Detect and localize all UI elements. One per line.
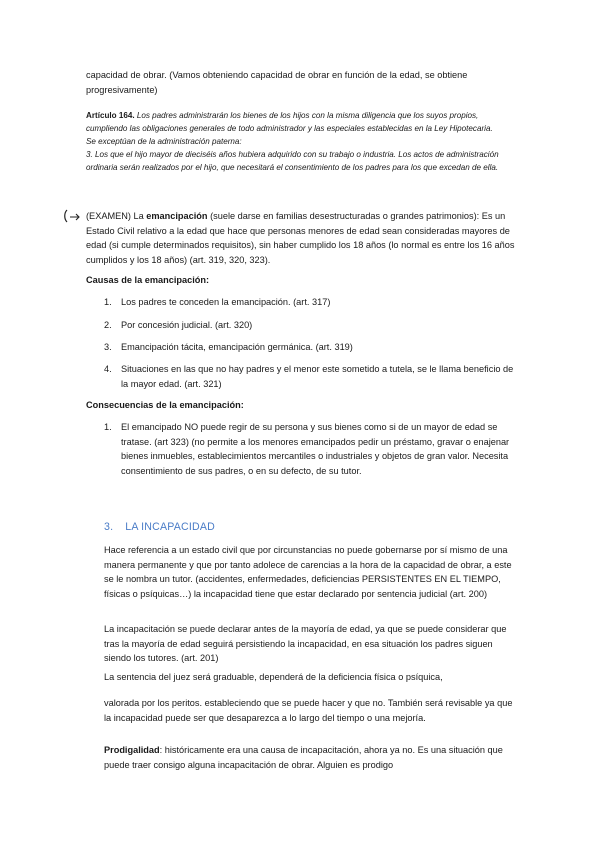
list-number: 3. — [104, 342, 112, 352]
emancipacion-prefix: (EXAMEN) La — [86, 211, 147, 221]
list-text: Situaciones en las que no hay padres y el menor este sometido a tutela, se le llama beneficio de la mayor edad. (art. 321) — [121, 364, 514, 389]
incapacidad-paragraph-4: valorada por los peritos. estableciendo que se puede hacer y que no. También será revisable ya que la incapacidad puede ser que desaparezca a lo largo del tiempo o una mejoría. — [104, 698, 513, 723]
list-item — [104, 295, 518, 310]
article-text-3: 3. Los que el hijo mayor de dieciséis años hubiera adquirido con su trabajo o industria. Los actos de administración ordinaria serán realizados por el hijo, que necesitará el consentimiento de los padres para los que excedan de ella. — [86, 150, 499, 172]
emancipacion-body: (suele darse en familias desestructuradas o grandes patrimonios): Es un Estado Civil relativo a la edad que hace que personas menores de edad sean consideradas mayores de edad (si cumple determinados requisitos), sin haber cumplido los 18 años (lo normal es entre los 16 años cumplidos y los 18 años) (art. 319, 320, 323). — [86, 211, 515, 265]
list-item — [104, 318, 518, 333]
section-title: LA INCAPACIDAD — [125, 521, 215, 533]
list-item — [104, 362, 518, 391]
list-text: El emancipado NO puede regir de su persona y sus bienes como si de un mayor de edad se tratase. (art 323) (no permite a los menores emancipados pedir un préstamo, gravar o enajenar bienes inmuebles, establecimientos mercantiles o industriales y objetos de gran valor. Necesita consentimiento de sus padres, o en su defecto, de su tutor. — [121, 422, 510, 476]
list-number: 1. — [104, 297, 112, 307]
section-heading — [104, 521, 215, 533]
prodigalidad-term: Prodigalidad — [104, 745, 160, 755]
list-item — [104, 420, 518, 478]
list-text: Los padres te conceden la emancipación. (art. 317) — [121, 297, 331, 307]
list-number: 4. — [104, 364, 112, 374]
incapacidad-paragraph-2: La incapacitación se puede declarar antes de la mayoría de edad, ya que se puede considerar que tras la mayoría de edad seguirá persistiendo la incapacidad, en esa situación los padres siguen siendo los tutores. (art. 201) — [104, 624, 507, 664]
emancipacion-term: emancipación — [146, 211, 208, 221]
handwritten-arrow-mark — [63, 208, 83, 224]
article-label: Artículo 164. — [86, 111, 135, 120]
list-text: Emancipación tácita, emancipación germánica. (art. 319) — [121, 342, 353, 352]
article-text-1: Los padres administrarán los bienes de los hijos con la misma diligencia que los suyos propios, cumpliendo las obligaciones generales de todo administrador y las especiales establecidas en la Ley Hipotecaria. — [86, 111, 493, 133]
incapacidad-paragraph-1: Hace referencia a un estado civil que por circunstancias no puede gobernarse por sí mismo de una manera permanente y que por tanto adolece de carencias a la hora de la capacidad de obrar, a este se le nombra un tutor. (accidentes, enfermedades, deficiencias PERSISTENTES EN EL TIEMPO, físicas o psíquicas…) la incapacidad tiene que estar declarado por sentencia judicial (art. 200) — [104, 545, 512, 599]
prodigalidad-body: : históricamente era una causa de incapacitación, ahora ya no. Es una situación que puede traer consigo alguna incapacitación de obrar. Alguien es prodigo — [104, 745, 503, 770]
list-number: 2. — [104, 320, 112, 330]
emancipacion-definition — [86, 209, 518, 267]
article-164-quote — [86, 109, 518, 174]
section-number: 3. — [104, 521, 114, 533]
list-item — [104, 340, 518, 355]
prodigalidad-paragraph — [104, 743, 519, 772]
list-number: 1. — [104, 422, 112, 432]
top-paragraph: capacidad de obrar. (Vamos obteniendo capacidad de obrar en función de la edad, se obtiene progresivamente) — [86, 70, 468, 95]
incapacidad-paragraph-3: La sentencia del juez será graduable, dependerá de la deficiencia física o psíquica, — [104, 672, 443, 682]
list-text: Por concesión judicial. (art. 320) — [121, 320, 253, 330]
consecuencias-heading: Consecuencias de la emancipación: — [86, 400, 244, 410]
causas-heading: Causas de la emancipación: — [86, 275, 210, 285]
article-text-2: Se exceptúan de la administración paterna: — [86, 137, 242, 146]
